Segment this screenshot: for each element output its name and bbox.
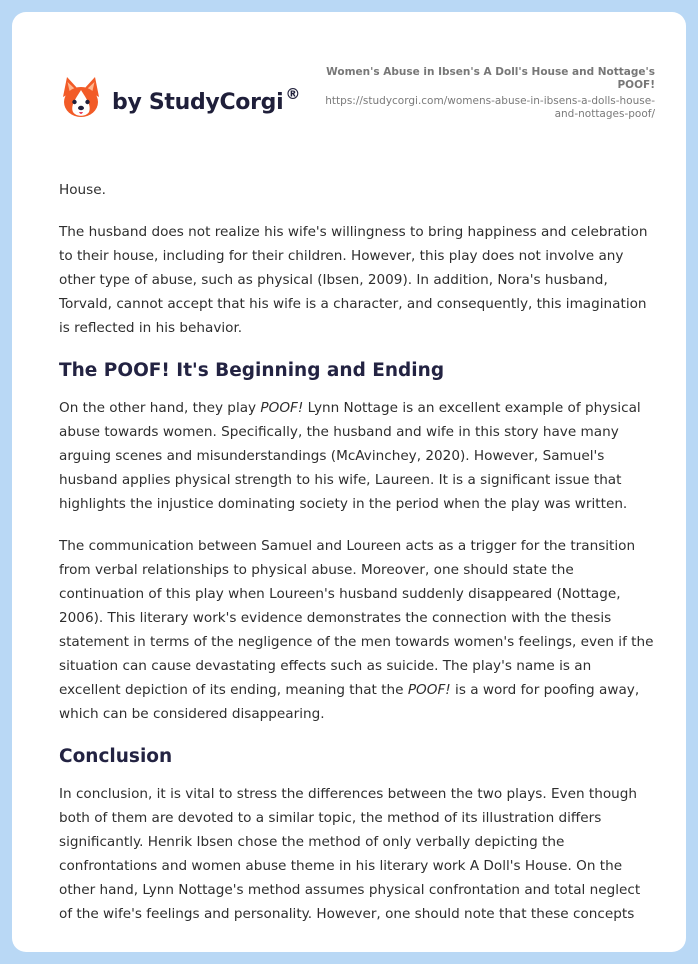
brand-name: by StudyCorgi ® — [112, 85, 301, 115]
paragraph: The husband does not realize his wife's willingness to bring happiness and celebration to their house, including for their children. However, this play does not involve any other type of abuse, such as physical (Ibsen, 2009). In addition, Nora's husband, Torvald, cannot accept that his wife is a character, and consequently, this imagination is reflected in his behavior. — [59, 224, 648, 336]
paragraph: House. — [59, 182, 106, 198]
section-heading: Conclusion — [59, 746, 173, 767]
document-body — [59, 178, 654, 944]
section-heading: The POOF! It's Beginning and Ending — [59, 360, 445, 381]
paragraph: The communication between Samuel and Loureen acts as a trigger for the transition from verbal relationships to physical abuse. Moreover, one should state the continuation of this play when Loureen's husband suddenly disappeared (Nottage, 2006). This literary work's evidence demonstrates the connection with the thesis statement in terms of the negligence of the men towards women's feelings, even if the situation can cause devastating effects such as suicide. The play's name is an excellent depiction of its ending, meaning that the POOF! is a word for poofing away, which can be considered disappearing. — [59, 538, 654, 722]
studycorgi-logo[interactable] — [60, 75, 300, 119]
document-meta — [310, 66, 655, 121]
document-page — [12, 12, 686, 952]
corgi-icon — [60, 75, 102, 119]
document-url[interactable]: https://studycorgi.com/womens-abuse-in-ibsens-a-dolls-house-and-nottages-poof/ — [325, 95, 655, 120]
registered-mark: ® — [285, 85, 301, 103]
header — [12, 12, 686, 162]
paragraph: On the other hand, they play POOF! Lynn Nottage is an excellent example of physical abuse towards women. Specifically, the husband and wife in this story have many arguing scenes and misunderstandings (McAvinchey, 2020). However, Samuel's husband applies physical strength to his wife, Laureen. It is a significant issue that highlights the injustice dominating society in the period when the play was written. — [59, 400, 641, 512]
document-title: Women's Abuse in Ibsen's A Doll's House and Nottage's POOF! — [326, 66, 655, 91]
paragraph: In conclusion, it is vital to stress the differences between the two plays. Even though both of them are devoted to a similar topic, the method of its illustration differs significantly. Henrik Ibsen chose the method of only verbally depicting the confrontations and women abuse theme in his literary work A Doll's House. On the other hand, Lynn Nottage's method assumes physical confrontation and total neglect of the wife's feelings and personality. However, one should note that these concepts — [59, 786, 641, 922]
